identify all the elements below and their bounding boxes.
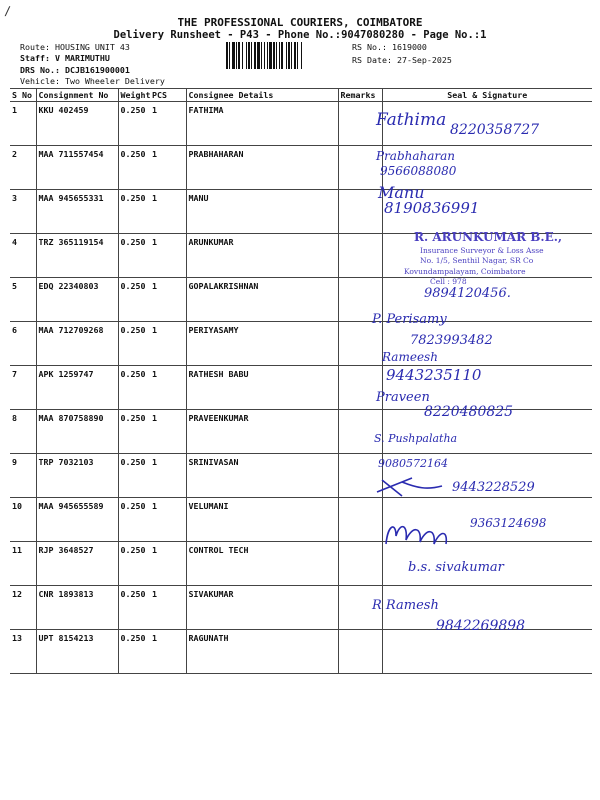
- col-consignment: Consignment No: [36, 89, 118, 102]
- table-row: [10, 322, 592, 366]
- cell-sno: 9: [10, 454, 36, 498]
- cell-sno: 7: [10, 366, 36, 410]
- cell-consignment: TRP 7032103: [36, 454, 118, 498]
- col-remarks: Remarks: [338, 89, 382, 102]
- cell-weight: 0.250: [118, 410, 150, 454]
- cell-remarks: [338, 190, 382, 234]
- rs-date: RS Date: 27-Sep-2025: [352, 55, 452, 65]
- cell-sno: 12: [10, 586, 36, 630]
- cell-sno: 2: [10, 146, 36, 190]
- cell-consignment: MAA 945655331: [36, 190, 118, 234]
- signature-11-scribble: [382, 518, 482, 550]
- cell-pcs: 1: [150, 278, 186, 322]
- cell-signature: [382, 630, 592, 674]
- table-row: [10, 146, 592, 190]
- cell-consignment: CNR 1893813: [36, 586, 118, 630]
- cell-consignee: SRINIVASAN: [186, 454, 338, 498]
- table-row: [10, 630, 592, 674]
- cell-sno: 1: [10, 102, 36, 146]
- cell-pcs: 1: [150, 542, 186, 586]
- cell-weight: 0.250: [118, 234, 150, 278]
- cell-pcs: 1: [150, 410, 186, 454]
- drs-number: DRS No.: DCJB161900001: [20, 65, 130, 75]
- table-row: [10, 542, 592, 586]
- cell-consignment: RJP 3648527: [36, 542, 118, 586]
- vehicle-label: Vehicle: Two Wheeler Delivery: [20, 76, 165, 86]
- route-label: Route: HOUSING UNIT 43: [20, 42, 130, 52]
- cell-consignee: ARUNKUMAR: [186, 234, 338, 278]
- cell-sno: 6: [10, 322, 36, 366]
- signature-10-scribble: [372, 470, 462, 500]
- signature-11-phone: 9363124698: [470, 516, 547, 530]
- cell-sno: 3: [10, 190, 36, 234]
- cell-sno: 11: [10, 542, 36, 586]
- cell-consignee: FATHIMA: [186, 102, 338, 146]
- barcode-icon: [226, 42, 348, 69]
- signature-9-phone: 9080572164: [378, 457, 448, 470]
- signature-6-phone: 7823993482: [410, 333, 493, 348]
- cell-weight: 0.250: [118, 542, 150, 586]
- cell-sno: 4: [10, 234, 36, 278]
- cell-consignee: RATHESH BABU: [186, 366, 338, 410]
- cell-consignment: MAA 712709268: [36, 322, 118, 366]
- col-sno: S No: [10, 89, 36, 102]
- cell-consignment: MAA 711557454: [36, 146, 118, 190]
- signature-7-phone: 9443235110: [386, 366, 482, 384]
- cell-consignee: PERIYASAMY: [186, 322, 338, 366]
- signature-10-phone: 9443228529: [452, 480, 535, 495]
- cell-pcs: 1: [150, 454, 186, 498]
- table-header-row: [10, 89, 592, 102]
- cell-weight: 0.250: [118, 322, 150, 366]
- cell-consignee: VELUMANI: [186, 498, 338, 542]
- cell-pcs: 1: [150, 322, 186, 366]
- cell-consignment: TRZ 365119154: [36, 234, 118, 278]
- cell-remarks: [338, 498, 382, 542]
- signature-2-name: Prabhaharan: [376, 149, 456, 163]
- signature-8-name: Praveen: [376, 390, 430, 405]
- cell-consignee: PRAVEENKUMAR: [186, 410, 338, 454]
- cell-consignee: SIVAKUMAR: [186, 586, 338, 630]
- cell-weight: 0.250: [118, 630, 150, 674]
- cell-weight: 0.250: [118, 498, 150, 542]
- stamp-line-3: Kovundampalayam, Coimbatore: [404, 267, 526, 276]
- signature-6-name: P. Perisamy: [372, 312, 447, 327]
- staff-label: Staff: V MARIMUTHU: [20, 53, 110, 63]
- cell-sno: 13: [10, 630, 36, 674]
- company-title: THE PROFESSIONAL COURIERS, COIMBATORE: [177, 16, 423, 29]
- corner-mark-icon: ‏∕: [4, 4, 12, 18]
- signature-13-name: R Ramesh: [372, 598, 439, 613]
- stamp-line-4: Cell : 978: [430, 277, 467, 286]
- cell-consignment: KKU 402459: [36, 102, 118, 146]
- cell-consignee: MANU: [186, 190, 338, 234]
- rs-number: RS No.: 1619000: [352, 42, 427, 52]
- cell-consignment: APK 1259747: [36, 366, 118, 410]
- cell-weight: 0.250: [118, 586, 150, 630]
- cell-weight: 0.250: [118, 146, 150, 190]
- runsheet-title: Delivery Runsheet - P43 - Phone No.:9047080280 - Page No.:1: [113, 29, 487, 41]
- cell-pcs: 1: [150, 102, 186, 146]
- cell-consignment: MAA 870758890: [36, 410, 118, 454]
- cell-consignee: CONTROL TECH: [186, 542, 338, 586]
- runsheet-table: [10, 88, 592, 674]
- cell-sno: 10: [10, 498, 36, 542]
- cell-consignee: GOPALAKRISHNAN: [186, 278, 338, 322]
- cell-sno: 8: [10, 410, 36, 454]
- cell-remarks: [338, 234, 382, 278]
- col-weight: Weight: [118, 89, 150, 102]
- signature-9-name: S. Pushpalatha: [374, 432, 458, 445]
- signature-7-name: Rameesh: [382, 350, 438, 364]
- cell-pcs: 1: [150, 190, 186, 234]
- col-signature: Seal & Signature: [382, 89, 592, 102]
- signature-8-phone: 8220480825: [424, 404, 514, 420]
- signature-5-phone: 9894120456.: [424, 286, 511, 301]
- cell-remarks: [338, 630, 382, 674]
- signature-3-name: Manu: [378, 183, 425, 202]
- cell-weight: 0.250: [118, 278, 150, 322]
- cell-pcs: 1: [150, 586, 186, 630]
- cell-consignment: UPT 8154213: [36, 630, 118, 674]
- cell-consignee: RAGUNATH: [186, 630, 338, 674]
- signature-2-phone: 9566088080: [380, 164, 457, 178]
- cell-weight: 0.250: [118, 190, 150, 234]
- signature-13-phone: 9842269898: [436, 618, 526, 634]
- signature-12-name: b.s. sivakumar: [408, 560, 504, 575]
- table-row: [10, 366, 592, 410]
- cell-pcs: 1: [150, 234, 186, 278]
- stamp-name: R. ARUNKUMAR B.E.,: [414, 230, 563, 244]
- cell-remarks: [338, 322, 382, 366]
- cell-pcs: 1: [150, 498, 186, 542]
- cell-weight: 0.250: [118, 102, 150, 146]
- cell-weight: 0.250: [118, 366, 150, 410]
- signature-3-phone: 8190836991: [384, 199, 480, 217]
- cell-pcs: 1: [150, 146, 186, 190]
- cell-sno: 5: [10, 278, 36, 322]
- cell-pcs: 1: [150, 630, 186, 674]
- cell-consignee: PRABHAHARAN: [186, 146, 338, 190]
- cell-pcs: 1: [150, 366, 186, 410]
- cell-weight: 0.250: [118, 454, 150, 498]
- stamp-line-2: No. 1/5, Senthil Nagar, SR Co: [420, 256, 534, 265]
- col-consignee: Consignee Details: [186, 89, 338, 102]
- stamp-line-1: Insurance Surveyor & Loss Asse: [420, 246, 544, 255]
- signature-1-phone: 8220358727: [450, 122, 540, 138]
- col-pcs: PCS: [150, 89, 186, 102]
- cell-remarks: [338, 542, 382, 586]
- signature-1-name: Fathima: [376, 110, 447, 130]
- cell-consignment: MAA 945655589: [36, 498, 118, 542]
- cell-consignment: EDQ 22340803: [36, 278, 118, 322]
